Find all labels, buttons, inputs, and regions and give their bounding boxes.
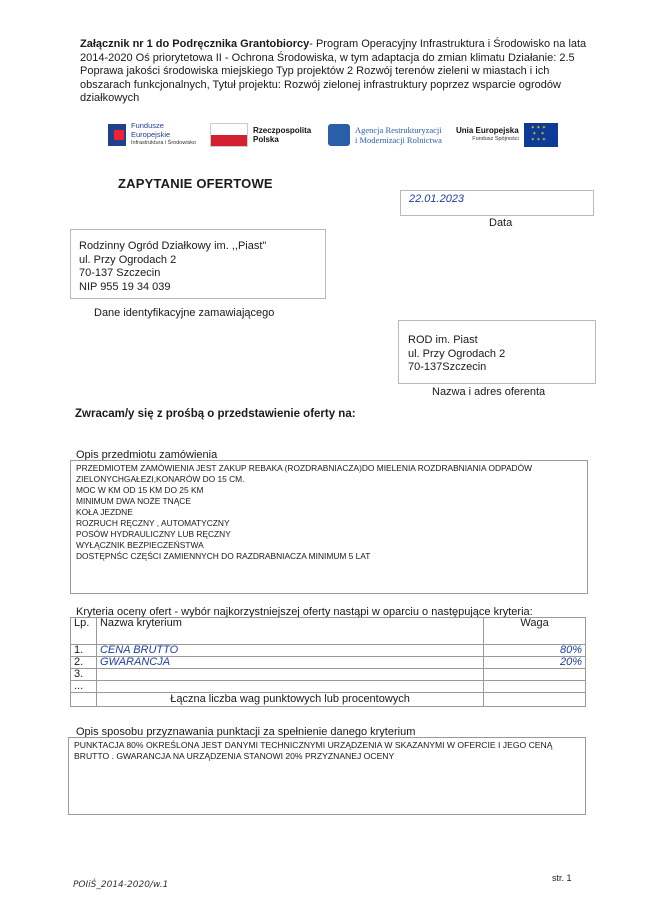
bidder-line: ul. Przy Ogrodach 2 xyxy=(408,347,506,360)
row-lp: 3. xyxy=(71,669,97,681)
scoring-box[interactable] xyxy=(68,737,586,815)
col-lp: Lp. xyxy=(71,618,97,645)
description-line: PRZEDMIOTEM ZAMÓWIENIA JEST ZAKUP REBAKA (ROZDRABNIACZA)DO MIELENIA ROZDRABNIANIA ODPADÓW ZIELONYCHGAŁEZI,KONARÓW DO 15 CM. xyxy=(76,463,533,484)
row-name[interactable] xyxy=(96,669,483,681)
criteria-table xyxy=(70,617,586,707)
footer-code: POIiŚ_2014-2020/w.1 xyxy=(73,880,169,890)
header-bold: Załącznik nr 1 do Podręcznika Grantobiorcy xyxy=(80,38,310,50)
orderer-box[interactable] xyxy=(70,229,326,299)
logo-unia-europejska xyxy=(456,118,558,152)
description-line: POSÓW HYDRAULICZNY LUB RĘCZNY xyxy=(76,529,231,539)
ar-line2: i Modernizacji Rolnictwa xyxy=(355,135,442,145)
total-label: Łączna liczba wag punktowych lub procentowych xyxy=(96,693,483,707)
scoring-label: Opis sposobu przyznawania punktacji za spełnienie danego kryterium xyxy=(76,726,416,738)
orderer-line: NIP 955 19 34 039 xyxy=(79,280,171,293)
bidder-line: ROD im. Piast xyxy=(408,334,478,346)
row-weight[interactable] xyxy=(484,669,586,681)
orderer-label: Dane identyfikacyjne zamawiającego xyxy=(94,307,275,319)
logo-arimr xyxy=(328,118,442,152)
description-box[interactable] xyxy=(70,460,588,594)
description-line: ROZRUCH RĘCZNY , AUTOMATYCZNY xyxy=(76,518,230,528)
table-row xyxy=(71,657,586,669)
arimr-emblem-icon xyxy=(328,124,350,146)
fe-line3: Infrastruktura i Środowisko xyxy=(131,140,197,147)
rp-line1: Rzeczpospolita xyxy=(253,126,312,135)
col-weight: Waga xyxy=(484,618,586,645)
col-name: Nazwa kryterium xyxy=(96,618,483,645)
bidder-box[interactable] xyxy=(398,320,596,384)
description-label: Opis przedmiotu zamówienia xyxy=(76,449,218,461)
description-line: MINIMUM DWA NOŻE TNĄCE xyxy=(76,496,191,506)
fe-line2: Europejskie xyxy=(131,129,171,139)
row-lp: 2. xyxy=(71,657,97,669)
fe-star-icon xyxy=(108,124,126,146)
page-number: str. 1 xyxy=(552,873,572,883)
row-name[interactable] xyxy=(96,681,483,693)
description-line: MOC W KM OD 15 KM DO 25 KM xyxy=(76,485,204,495)
logo-fundusze-europejskie xyxy=(108,118,196,152)
orderer-line: Rodzinny Ogród Działkowy im. ,,Piast" xyxy=(79,240,267,252)
orderer-line: ul. Przy Ogrodach 2 xyxy=(79,253,177,266)
row-name[interactable]: GWARANCJA xyxy=(96,657,483,669)
scoring-text: PUNKTACJA 80% OKREŚLONA JEST DANYMI TECHNICZNYMI URZĄDZENIA W SKAZANYMI W OFERCIE I JEGO CENĄ BRUTTO . GWARANCJA NA URZĄDZENIA STANOWI 20% PRZYZNANEJ OCENY xyxy=(74,740,553,761)
request-heading: Zwracam/y się z prośbą o przedstawienie oferty na: xyxy=(75,408,356,420)
bidder-line: 70-137Szczecin xyxy=(408,361,487,373)
ue-line2: Fundusz Spójności xyxy=(472,136,519,142)
table-row xyxy=(71,681,586,693)
total-weight[interactable] xyxy=(484,693,586,707)
bidder-label: Nazwa i adres oferenta xyxy=(432,386,546,398)
logo-rzeczpospolita xyxy=(210,118,311,152)
document-header xyxy=(80,38,588,106)
criteria-label: Kryteria oceny ofert - wybór najkorzystniejszej oferty nastąpi w oparciu o następujące kryteria: xyxy=(76,606,533,618)
row-weight[interactable]: 20% xyxy=(484,657,586,669)
ue-line1: Unia Europejska xyxy=(456,126,519,135)
row-weight[interactable] xyxy=(484,681,586,693)
table-row xyxy=(71,669,586,681)
description-line: KOŁA JEZDNE xyxy=(76,507,133,517)
ar-line1: Agencja Restrukturyzacji xyxy=(355,125,442,135)
description-line: DOSTĘPNŚC CZĘŚCI ZAMIENNYCH DO RAZDRABNIACZA MINIMUM 5 LAT xyxy=(76,551,371,561)
criteria-header-row xyxy=(71,618,586,645)
total-row xyxy=(71,693,586,707)
header-text: - Program Operacyjny Infrastruktura i Środowisko na lata 2014-2020 Oś priorytetowa II - Ochrona Środowiska, w tym adaptacja do zmian klimatu Działanie: 2.5 Poprawa jakości środowiska miejskiego Typ projektów 2 Rozwój terenów zieleni w miastach i ich obszarach funkcjonalnych, Tytuł projektu: Rozwój zielonej infrastruktury poprzez wsparcie ogrodów działkowych xyxy=(80,38,587,104)
date-label: Data xyxy=(489,217,513,229)
row-lp: ... xyxy=(71,681,97,693)
orderer-line: 70-137 Szczecin xyxy=(79,267,161,279)
row-name[interactable]: CENA BRUTTO xyxy=(96,645,483,657)
page-title: ZAPYTANIE OFERTOWE xyxy=(118,176,273,191)
fe-line1: Fundusze xyxy=(131,121,164,131)
row-weight[interactable]: 80% xyxy=(484,645,586,657)
date-value: 22.01.2023 xyxy=(409,193,465,205)
description-line: WYŁĄCZNIK BEZPIECZEŃSTWA xyxy=(76,540,204,550)
eu-flag-icon xyxy=(524,123,558,147)
poland-flag-icon xyxy=(210,123,248,147)
row-lp: 1. xyxy=(71,645,97,657)
table-row xyxy=(71,645,586,657)
rp-line2: Polska xyxy=(253,135,279,144)
